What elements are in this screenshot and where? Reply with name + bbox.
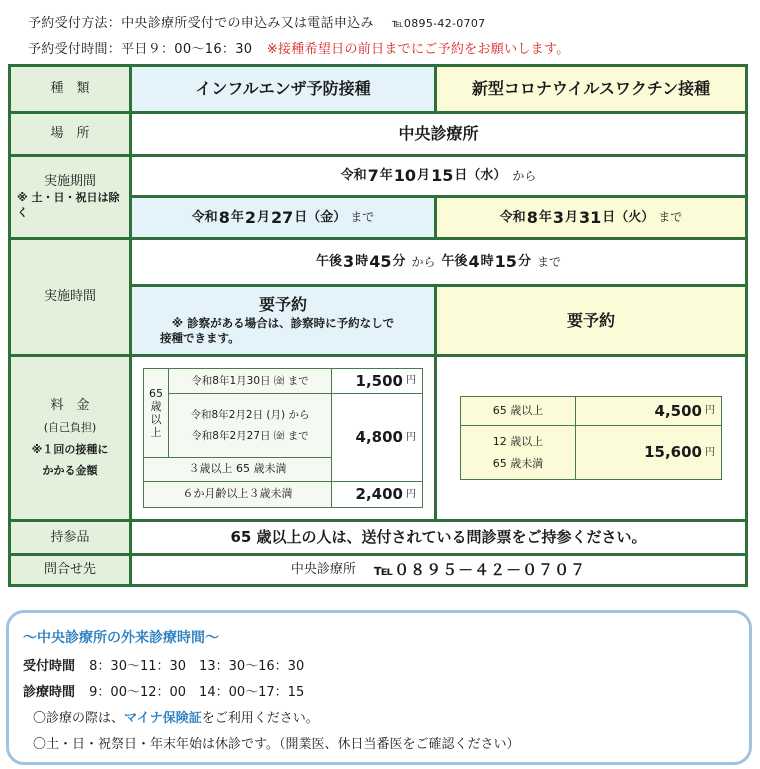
time-start-minute: 45: [369, 252, 392, 272]
covid-fee-age65-label: 65 歳以上: [460, 396, 576, 426]
flu-end-day-unit: 日: [294, 209, 308, 225]
covid-end-year: 8: [526, 207, 538, 227]
contact-value: [132, 556, 745, 584]
flu-reserve-cell: [132, 287, 434, 354]
contact-name: 中央診療所: [290, 562, 356, 578]
covid-fee-price-a: 4,500: [654, 401, 702, 420]
flu-fee-price2: 4,800: [355, 428, 403, 447]
time-end-suffix: まで: [536, 254, 561, 269]
time-end-minute-unit: 分: [517, 254, 531, 270]
flu-fee-cell: [132, 357, 434, 519]
time-start-hour-unit: 時: [355, 254, 369, 270]
period-start-day-unit: 日: [454, 168, 468, 184]
yen-unit: 円: [406, 488, 416, 500]
time-label: 実施時間: [11, 240, 129, 354]
age65-char-4: 上: [150, 426, 162, 440]
period-label-cell: [11, 157, 129, 237]
yen-unit: 円: [406, 375, 416, 387]
reservation-deadline-note: ※接種希望日の前日までにご予約をお願いします。: [266, 42, 570, 57]
covid-end-day-unit: 日: [602, 209, 616, 225]
flu-fee-age65-label: [143, 368, 169, 458]
consult-value: 9：00～12：00 14：00～17：15: [89, 685, 305, 700]
period-start-month: 10: [393, 166, 417, 186]
covid-end-suffix: まで: [658, 210, 683, 225]
consult-label: 診療時間: [23, 685, 76, 700]
covid-period-end: [437, 198, 745, 237]
flu-period-end: [132, 198, 434, 237]
covid-reserve-required: 要予約: [437, 287, 745, 354]
fee-label: 料 金: [50, 397, 90, 413]
period-start-suffix: から: [512, 168, 537, 183]
my-number-insurance-card: マイナ保険証: [124, 711, 202, 726]
age65-char-3: 以: [150, 413, 162, 426]
reservation-hours-text: 平日９：00～16：30: [121, 42, 253, 57]
covid-fee-age12-65-label: [460, 425, 576, 480]
flu-fee-price1: 1,500: [355, 371, 403, 390]
flu-fee-period2-from: 令和8年2月2日 (月) から: [190, 408, 310, 421]
flu-reserve-note2: 接種できます。: [160, 331, 240, 346]
time-start-minute-unit: 分: [392, 254, 406, 270]
reservation-method-text: 中央診療所受付での申込み又は電話申込み: [121, 16, 374, 31]
bring-label: 持参品: [11, 522, 129, 553]
covid-vaccine-title: 新型コロナウイルスワクチン接種: [437, 67, 745, 111]
covid-fee-price-b: 15,600: [644, 443, 702, 462]
covid-fee-under65-label: 65 歳未満: [492, 456, 544, 470]
contact-label: 問合せ先: [11, 556, 129, 584]
fee-self-pay: (自己負担): [43, 420, 97, 434]
place-label: 場 所: [11, 114, 129, 154]
yen-unit: 円: [406, 431, 416, 443]
consult-hours: [23, 681, 304, 700]
type-label: 種 類: [11, 67, 129, 111]
covid-fee-cell: [437, 357, 745, 519]
flu-fee-period2-to: 令和8年2月27日 ㈮ まで: [191, 429, 309, 442]
covid-end-day: 31: [579, 207, 602, 227]
reservation-tel: ℡0895-42-0707: [391, 17, 486, 30]
fee-label-cell: [11, 357, 129, 519]
period-start-day: 15: [431, 166, 454, 186]
flu-fee-period1: 令和8年1月30日 ㈮ まで: [168, 368, 332, 394]
covid-fee-table: [460, 396, 722, 480]
flu-fee-price2-cell: [331, 393, 423, 482]
reservation-method-label: 予約受付方法：: [28, 16, 122, 31]
contact-tel: ℡０８９５－４２－０７０７: [373, 560, 587, 579]
vaccination-table: [8, 64, 748, 587]
covid-end-year-unit: 年: [538, 209, 552, 225]
reservation-hours-label: 予約受付時間：: [28, 42, 122, 57]
flu-end-month-unit: 月: [256, 209, 270, 225]
period-label: 実施期間: [43, 174, 96, 190]
reception-value: 8：30～11：30 13：30～16：30: [89, 659, 305, 674]
time-end-hour-unit: 時: [480, 254, 494, 270]
flu-fee-price4-cell: [331, 481, 423, 508]
covid-end-month-unit: 月: [564, 209, 578, 225]
covid-fee-age12-label: 12 歳以上: [492, 434, 544, 448]
flu-reserve-note1: ※ 診察がある場合は、診察時に予約なしで: [171, 315, 395, 330]
period-start-month-unit: 月: [417, 168, 431, 184]
clinic-note-1-pre: 〇診療の際は、: [33, 711, 125, 726]
reception-label: 受付時間: [23, 659, 76, 674]
place-value: 中央診療所: [132, 114, 745, 154]
covid-end-month: 3: [552, 207, 564, 227]
flu-fee-age3-65-label: ３歳以上 65 歳未満: [143, 457, 332, 482]
flu-end-year: 8: [218, 207, 230, 227]
period-note: ※ 土・日・祝日は除く: [17, 190, 120, 219]
flu-fee-price4: 2,400: [355, 485, 403, 504]
period-start-year: 7: [367, 166, 379, 186]
time-range: [132, 240, 745, 284]
reception-hours: [23, 655, 304, 674]
period-start-prefix: 令和: [340, 168, 367, 184]
clinic-note-1-post: をご利用ください。: [201, 711, 319, 726]
flu-end-year-unit: 年: [230, 209, 244, 225]
period-start: [132, 157, 745, 195]
flu-end-day: 27: [271, 207, 294, 227]
time-start-hour: 3: [343, 252, 355, 272]
time-start-prefix: 午後: [316, 254, 343, 270]
time-start-suffix: から: [411, 254, 436, 269]
flu-fee-price1-cell: [331, 368, 423, 394]
clinic-hours-title: ～中央診療所の外来診療時間～: [23, 630, 219, 646]
bring-value: 65 歳以上の人は、送付されている問診票をご持参ください。: [132, 522, 745, 553]
covid-fee-price-a-cell: [575, 396, 722, 426]
flu-end-weekday: （金）: [307, 209, 347, 225]
flu-fee-table: [143, 368, 423, 508]
time-end-prefix: 午後: [441, 254, 468, 270]
flu-vaccine-title: インフルエンザ予防接種: [132, 67, 434, 111]
clinic-hours-box: [6, 610, 752, 765]
flu-end-prefix: 令和: [191, 209, 218, 225]
period-start-weekday: （水）: [467, 168, 507, 184]
age65-char-1: 65: [149, 386, 163, 400]
yen-unit: 円: [705, 446, 715, 458]
time-end-hour: 4: [468, 252, 480, 272]
reservation-hours-line: [28, 38, 570, 57]
yen-unit: 円: [705, 405, 715, 417]
clinic-note-1: [33, 707, 319, 726]
period-start-year-unit: 年: [379, 168, 393, 184]
fee-note1: ※１回の接種に: [31, 443, 109, 457]
covid-end-prefix: 令和: [499, 209, 526, 225]
covid-fee-price-b-cell: [575, 425, 722, 480]
flu-end-month: 2: [244, 207, 256, 227]
age65-char-2: 歳: [150, 399, 162, 413]
time-end-minute: 15: [494, 252, 517, 272]
covid-end-weekday: （火）: [615, 209, 655, 225]
fee-note2: かかる金額: [42, 464, 98, 478]
reservation-method-line: [28, 12, 485, 31]
flu-fee-age6m-3-label: ６か月齢以上３歳未満: [143, 481, 332, 508]
flu-fee-period2: [168, 393, 332, 458]
flu-reserve-required: 要予約: [258, 295, 307, 315]
flu-end-suffix: まで: [350, 210, 375, 225]
clinic-note-2: 〇土・日・祝祭日・年末年始は休診です。（開業医、休日当番医をご確認ください）: [33, 737, 520, 752]
